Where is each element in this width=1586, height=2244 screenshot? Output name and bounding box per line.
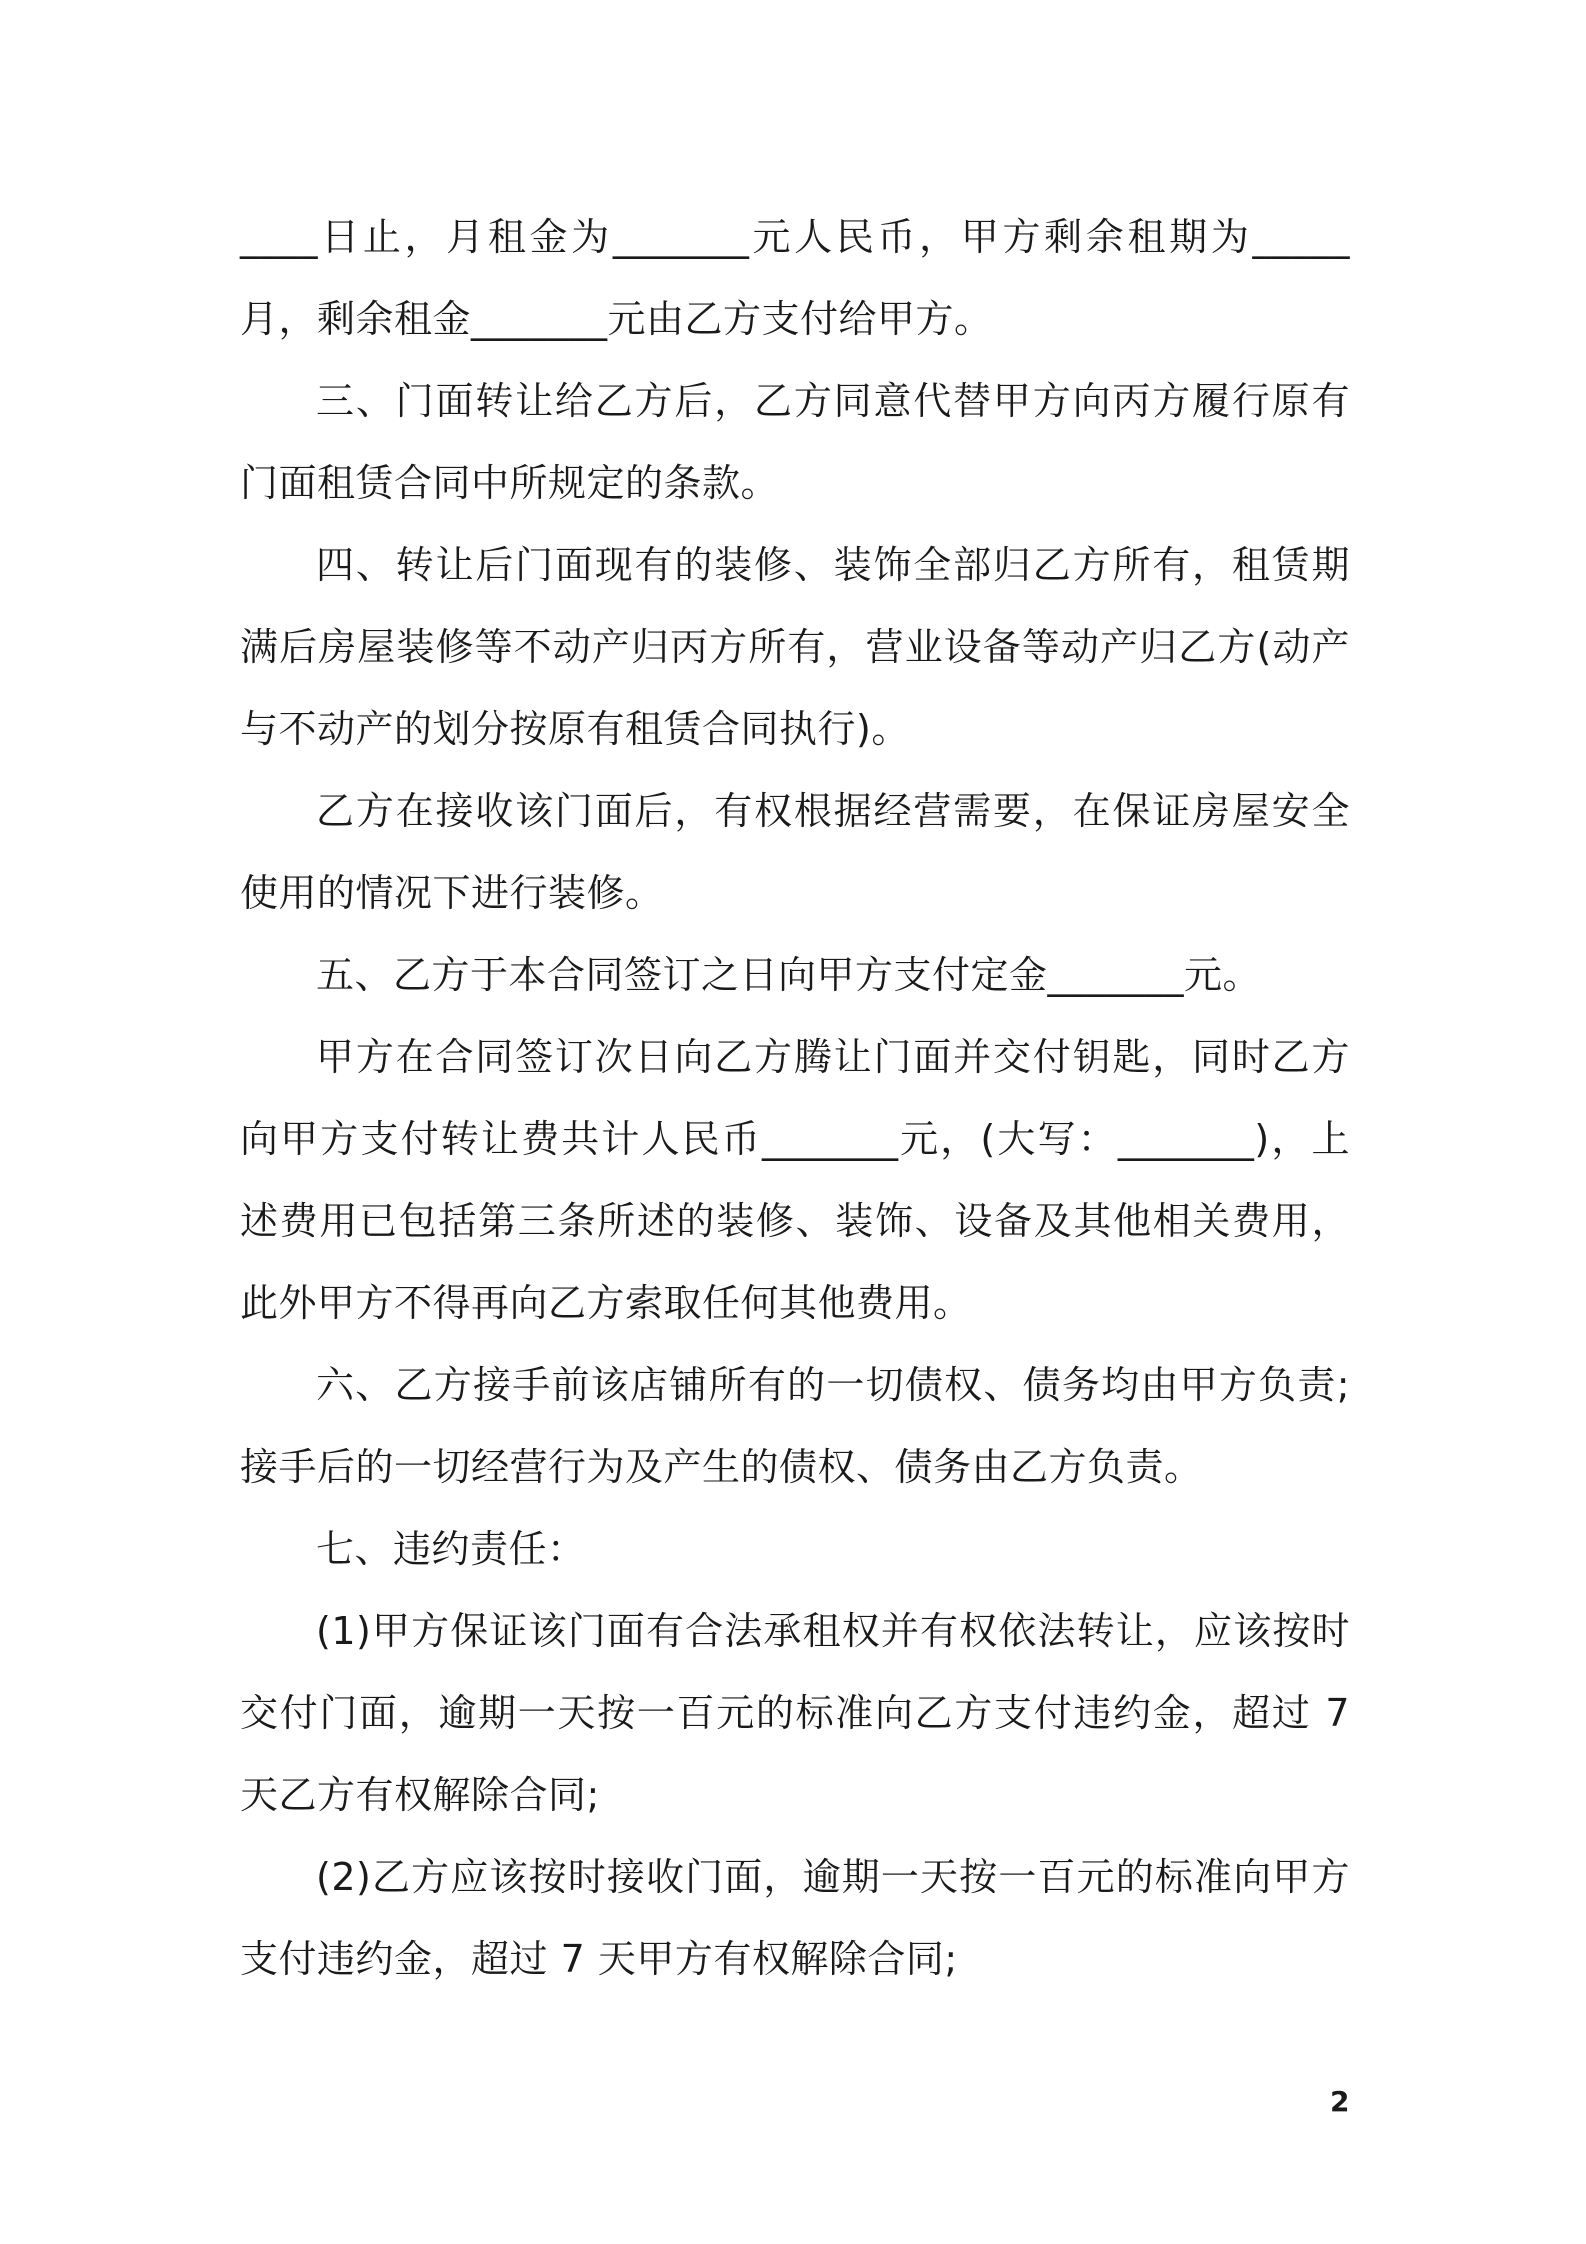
page-number: 2 bbox=[1330, 2085, 1350, 2118]
paragraph-breach-party-a: (1)甲方保证该门面有合法承租权并有权依法转让，应该按时交付门面，逾期一天按一百元的标准向乙方支付违约金，超过 7 天乙方有权解除合同; bbox=[240, 1609, 1350, 1817]
paragraph-transfer-fee: 甲方在合同签订次日向乙方腾让门面并交付钥匙，同时乙方向甲方支付转让费共计人民币_______元，(大写：_______)，上述费用已包括第三条所述的装修、装饰、设备及其他相关费用，此外甲方不得再向乙方索取任何其他费用。 bbox=[240, 1035, 1350, 1325]
document-body bbox=[240, 196, 1350, 2000]
paragraph-clause-7-heading: 七、违约责任： bbox=[316, 1527, 586, 1571]
paragraph-clause-5: 五、乙方于本合同签订之日向甲方支付定金_______元。 bbox=[316, 953, 1262, 997]
paragraph-breach-party-b: (2)乙方应该按时接收门面，逾期一天按一百元的标准向甲方支付违约金，超过 7 天甲方有权解除合同; bbox=[240, 1855, 1350, 1981]
paragraph-continuation-rent: ____日止，月租金为_______元人民币，甲方剩余租期为_____月，剩余租金_______元由乙方支付给甲方。 bbox=[240, 215, 1350, 341]
paragraph-clause-4: 四、转让后门面现有的装修、装饰全部归乙方所有，租赁期满后房屋装修等不动产归丙方所有，营业设备等动产归乙方(动产与不动产的划分按原有租赁合同执行)。 bbox=[240, 543, 1350, 751]
paragraph-clause-6: 六、乙方接手前该店铺所有的一切债权、债务均由甲方负责;接手后的一切经营行为及产生的债权、债务由乙方负责。 bbox=[240, 1363, 1350, 1489]
paragraph-renovation: 乙方在接收该门面后，有权根据经营需要，在保证房屋安全使用的情况下进行装修。 bbox=[240, 789, 1350, 915]
paragraph-clause-3: 三、门面转让给乙方后，乙方同意代替甲方向丙方履行原有门面租赁合同中所规定的条款。 bbox=[240, 379, 1350, 505]
